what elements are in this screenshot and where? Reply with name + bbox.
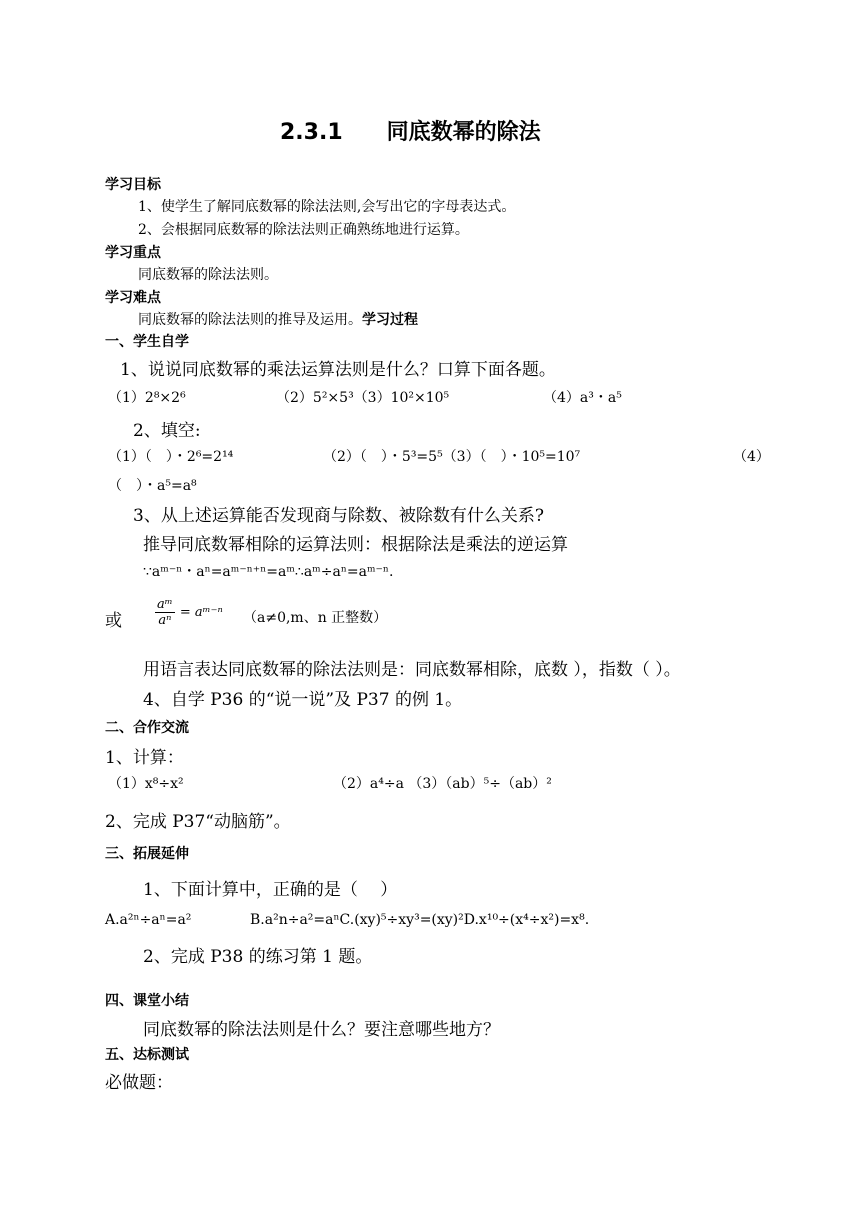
- q2-item: （ ）・a⁵=a⁸: [108, 478, 197, 494]
- cooperation-q1: 1、计算：: [105, 748, 184, 768]
- objective-item: 1、使学生了解同底数幂的除法法则,会写出它的字母表达式。: [138, 199, 516, 215]
- q2-item: （2）（ ）・5³=5⁵（3）（ ）・10⁵=10⁷: [323, 449, 581, 465]
- self-study-q3: 3、从上述运算能否发现商与除数、被除数有什么关系?: [133, 506, 544, 526]
- process-label: 学习过程: [362, 312, 418, 328]
- option-a: A.a²ⁿ÷aⁿ=a²: [105, 912, 192, 928]
- division-formula: [155, 597, 223, 628]
- self-study-q1: 1、说说同底数幂的乘法运算法则是什么？口算下面各题。: [120, 360, 556, 380]
- fraction-numerator: aᵐ: [157, 597, 173, 612]
- cooperation-item: （2）a⁴÷a （3）（ab）⁵÷（ab）²: [333, 776, 552, 792]
- self-study-q4: 4、自学 P36 的“说一说”及 P37 的例 1。: [143, 690, 463, 710]
- self-study-q2: 2、填空:: [133, 421, 201, 441]
- fraction: [155, 597, 175, 628]
- condition-text: （a≠0,m、n 正整数）: [243, 610, 388, 626]
- summary-heading: 四、课堂小结: [105, 993, 189, 1009]
- q1-item: （2）5²×5³（3）10²×10⁵: [276, 390, 450, 406]
- objective-item: 2、会根据同底数幂的除法法则正确熟练地进行运算。: [138, 222, 469, 238]
- fraction-denominator: aⁿ: [158, 613, 172, 628]
- difficulties-line: [138, 309, 418, 329]
- key-points-text: 同底数幂的除法法则。: [138, 267, 278, 283]
- extension-q2: 2、完成 P38 的练习第 1 题。: [143, 947, 373, 967]
- key-points-heading: 学习重点: [105, 245, 161, 261]
- q2-item: （1）（ ）・2⁶=2¹⁴: [108, 449, 234, 465]
- cooperation-heading: 二、合作交流: [105, 720, 189, 736]
- self-study-heading: 一、学生自学: [105, 334, 189, 350]
- required-label: 必做题：: [105, 1073, 173, 1093]
- extension-heading: 三、拓展延伸: [105, 846, 189, 862]
- q2-item: （4）: [733, 449, 770, 465]
- or-label: 或: [105, 611, 122, 631]
- cooperation-item: （1）x⁸÷x²: [108, 776, 184, 792]
- options-bcd: B.a²n÷a²=aⁿC.(xy)⁵÷xy³=(xy)²D.x¹⁰÷(x⁴÷x²)=x⁸.: [250, 912, 590, 928]
- cooperation-q2: 2、完成 P37“动脑筋”。: [105, 812, 291, 832]
- page-title: 2.3.1 同底数幂的除法: [280, 120, 541, 145]
- fraction-rhs: = aᵐ⁻ⁿ: [179, 605, 223, 620]
- difficulties-heading: 学习难点: [105, 290, 161, 306]
- derive-text: 推导同底数幂相除的运算法则：根据除法是乘法的逆运算: [143, 535, 568, 555]
- q1-item: （4）a³・a⁵: [543, 390, 622, 406]
- extension-q1: 1、下面计算中，正确的是（ ）: [143, 880, 398, 900]
- objectives-heading: 学习目标: [105, 177, 161, 193]
- difficulties-text: 同底数幂的除法法则的推导及运用。: [138, 312, 362, 328]
- test-heading: 五、达标测试: [105, 1047, 189, 1063]
- q1-item: （1）2⁸×2⁶: [108, 390, 186, 406]
- rule-text: 用语言表达同底数幂的除法法则是：同底数幂相除，底数 ），指数（ ）。: [143, 660, 681, 680]
- derivation-formula: ∵aᵐ⁻ⁿ・aⁿ=aᵐ⁻ⁿ⁺ⁿ=aᵐ∴aᵐ÷aⁿ=aᵐ⁻ⁿ.: [143, 564, 394, 580]
- summary-text: 同底数幂的除法法则是什么？要注意哪些地方？: [143, 1020, 500, 1040]
